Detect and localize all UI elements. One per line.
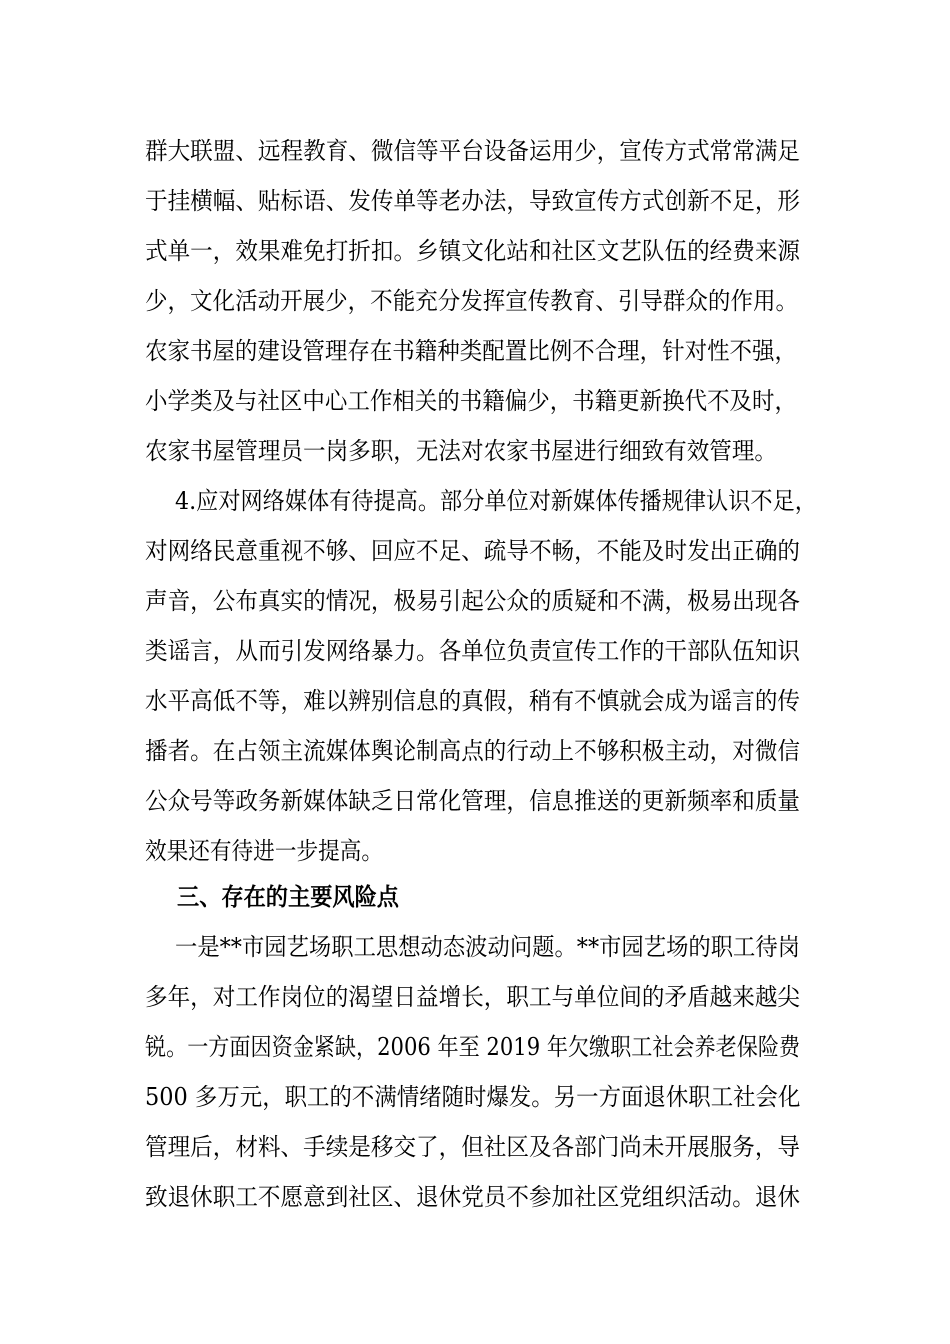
line-text: 多年，对工作岗位的渴望日益增长，职工与单位间的矛盾越来越尖 xyxy=(145,983,800,1011)
body-line xyxy=(0,126,950,176)
line-text: 公众号等政务新媒体缺乏日常化管理，信息推送的更新频率和质量 xyxy=(145,787,800,815)
body-line xyxy=(0,826,950,876)
line-text: 于挂横幅、贴标语、发传单等老办法，导致宣传方式创新不足，形 xyxy=(145,187,800,215)
body-line xyxy=(0,1022,950,1072)
body-line xyxy=(0,676,950,726)
body-line xyxy=(0,726,950,776)
body-line xyxy=(0,176,950,226)
line-text: 农家书屋管理员一岗多职，无法对农家书屋进行细致有效管理。 xyxy=(145,437,777,465)
body-line xyxy=(0,776,950,826)
body-line xyxy=(0,1172,950,1222)
line-text: 小学类及与社区中心工作相关的书籍偏少，书籍更新换代不及时， xyxy=(145,387,797,415)
line-text: 声音，公布真实的情况，极易引起公众的质疑和不满，极易出现各 xyxy=(145,587,800,615)
line-text: 式单一，效果难免打折扣。乡镇文化站和社区文艺队伍的经费来源 xyxy=(145,237,800,265)
line-text: 少，文化活动开展少，不能充分发挥宣传教育、引导群众的作用。 xyxy=(145,287,798,315)
body-line xyxy=(0,576,950,626)
body-line xyxy=(0,276,950,326)
line-text: 致退休职工不愿意到社区、退休党员不参加社区党组织活动。退休 xyxy=(145,1183,800,1211)
body-line xyxy=(0,526,950,576)
line-text: 500 多万元，职工的不满情绪随时爆发。另一方面退休职工社会化 xyxy=(145,1083,801,1111)
body-line xyxy=(0,426,950,476)
line-text: 类谣言，从而引发网络暴力。各单位负责宣传工作的干部队伍知识 xyxy=(145,637,800,665)
line-text: 锐。一方面因资金紧缺，2006 年至 2019 年欠缴职工社会养老保险费 xyxy=(145,1033,801,1061)
line-text: 管理后，材料、手续是移交了，但社区及各部门尚未开展服务，导 xyxy=(145,1133,800,1161)
body-line xyxy=(0,972,950,1022)
body-line xyxy=(0,376,950,426)
line-text: 农家书屋的建设管理存在书籍种类配置比例不合理，针对性不强， xyxy=(145,337,797,365)
line-text: 4.应对网络媒体有待提高。部分单位对新媒体传播规律认识不足， xyxy=(175,487,817,515)
line-text: 对网络民意重视不够、回应不足、疏导不畅，不能及时发出正确的 xyxy=(145,537,800,565)
body-line xyxy=(0,1072,950,1122)
section-heading-text: 三、存在的主要风险点 xyxy=(177,883,399,911)
line-text: 水平高低不等，难以辨别信息的真假，稍有不慎就会成为谣言的传 xyxy=(145,687,800,715)
paragraph-first-line xyxy=(0,922,950,972)
body-line xyxy=(0,626,950,676)
body-line xyxy=(0,1122,950,1172)
body-line xyxy=(0,326,950,376)
line-text: 群大联盟、远程教育、微信等平台设备运用少，宣传方式常常满足 xyxy=(145,137,800,165)
section-heading xyxy=(0,872,950,922)
line-text: 播者。在占领主流媒体舆论制高点的行动上不够积极主动，对微信 xyxy=(145,737,800,765)
line-text: 效果还有待进一步提高。 xyxy=(145,837,383,865)
paragraph-first-line xyxy=(0,476,950,526)
body-line xyxy=(0,226,950,276)
line-text: 一是**市园艺场职工思想动态波动问题。**市园艺场的职工待岗 xyxy=(175,933,800,961)
